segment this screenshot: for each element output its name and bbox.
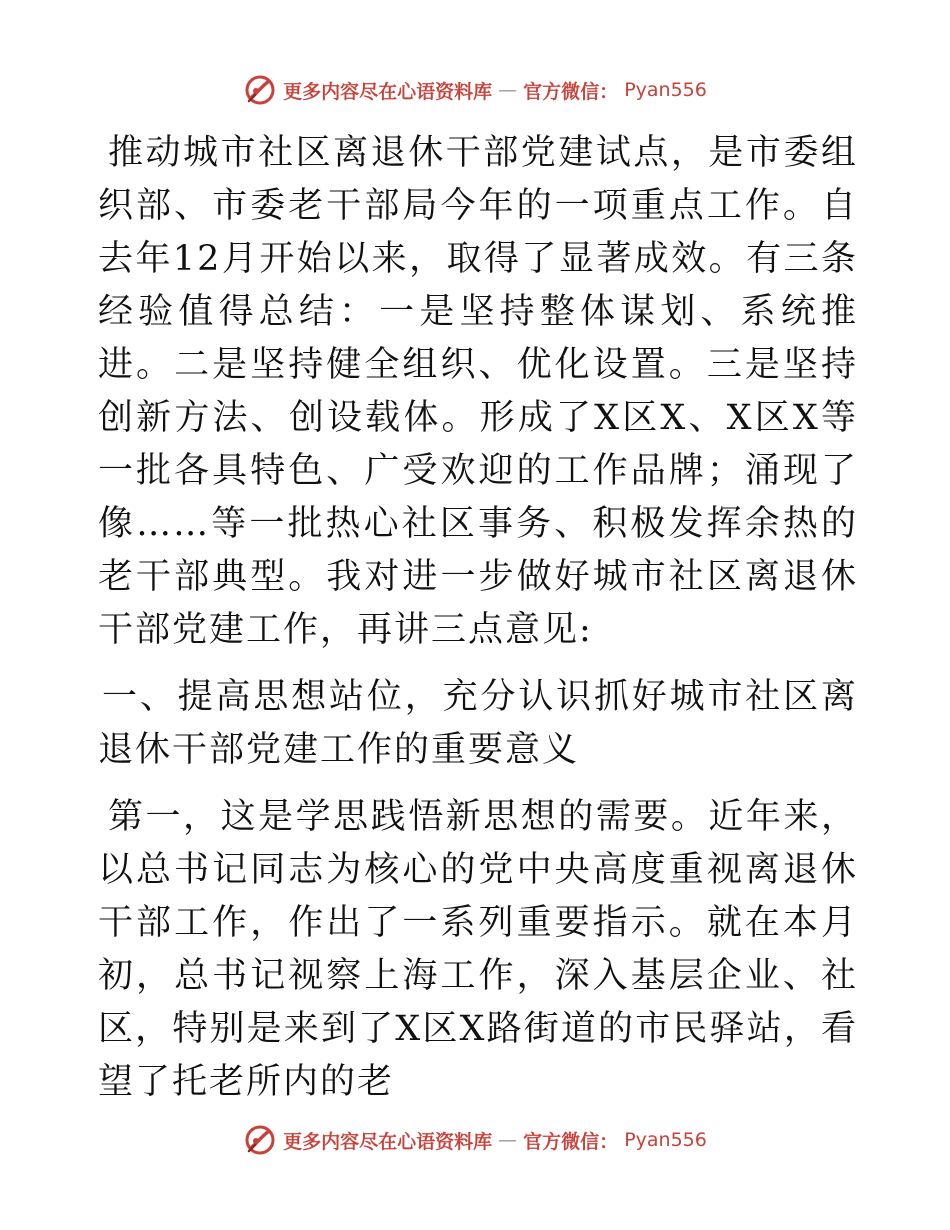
watermark-wechat-label: 官方微信： xyxy=(523,80,619,103)
watermark-dash: — xyxy=(498,79,518,101)
document-body xyxy=(98,127,858,1109)
watermark-wechat-id: Pyan556 xyxy=(624,1129,707,1151)
section-heading-1: 一、提高思想站位，充分认识抓好城市社区离退休干部党建工作的重要意义 xyxy=(98,677,858,770)
watermark-dash: — xyxy=(498,1129,518,1151)
watermark-banner-top xyxy=(0,70,950,110)
body-paragraph-1: 推动城市社区离退休干部党建试点，是市委组织部、市委老干部局今年的一项重点工作。自去年12月开始以来，取得了显著成效。有三条经验值得总结：一是坚持整体谋划、系统推进。二是坚持健全组织、优化设置。三是坚持创新方法、创设载体。形成了X区X、X区X等一批各具特色、广受欢迎的工作品牌；涌现了像……等一批热心社区事务、积极发挥余热的老干部典型。我对进一步做好城市社区离退休干部党建工作，再讲三点意见: xyxy=(98,133,858,650)
watermark-main-text: 更多内容尽在心语资料库 xyxy=(283,80,493,103)
watermark-content xyxy=(243,73,707,107)
body-paragraph-2: 第一，这是学思践悟新思想的需要。近年来，以总书记同志为核心的党中央高度重视离退休干部工作，作出了一系列重要指示。就在本月初，总书记视察上海工作，深入基层企业、社区，特别是来到了X区X路街道的市民驿站，看望了托老所内的老 xyxy=(98,797,858,1102)
watermark-wechat-id: Pyan556 xyxy=(624,79,707,101)
watermark-main-text: 更多内容尽在心语资料库 xyxy=(283,1130,493,1153)
watermark-content xyxy=(243,1123,707,1157)
watermark-banner-bottom xyxy=(0,1120,950,1160)
ink-brush-logo-icon xyxy=(243,73,277,107)
ink-brush-logo-icon xyxy=(243,1123,277,1157)
watermark-wechat-label: 官方微信： xyxy=(523,1130,619,1153)
